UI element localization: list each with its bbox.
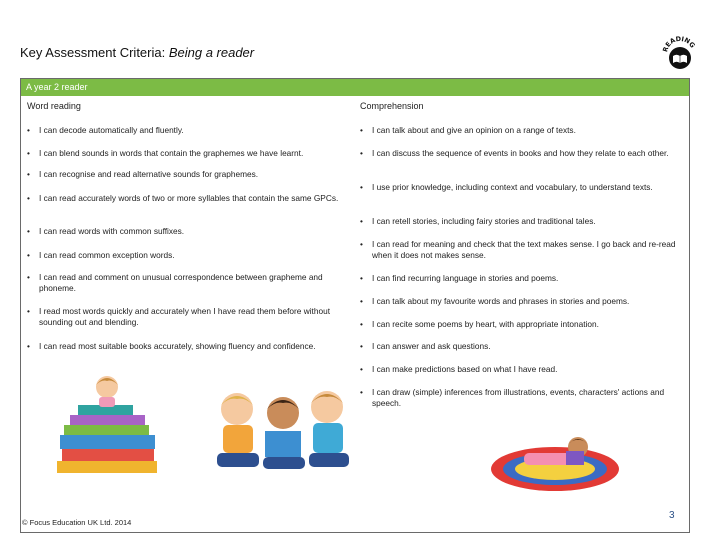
bullet: •: [27, 272, 30, 282]
bullet: •: [360, 125, 363, 135]
list-item: [360, 341, 685, 352]
item-text: I can talk about and give an opinion on a range of texts.: [372, 125, 576, 135]
copyright-footer: © Focus Education UK Ltd. 2014: [22, 518, 132, 527]
item-text: I can read and comment on unusual correspondence between grapheme and phoneme.: [39, 272, 323, 293]
item-text: I can read words with common suffixes.: [39, 226, 185, 236]
bullet: •: [360, 273, 363, 283]
item-text: I can read accurately words of two or more syllables that contain the same GPCs.: [39, 193, 339, 203]
title-emphasis: Being a reader: [168, 45, 255, 60]
list-item: [27, 226, 345, 237]
bullet: •: [27, 169, 30, 179]
list-item: [27, 169, 345, 180]
comprehension-heading: Comprehension: [360, 101, 424, 111]
list-item: [27, 125, 345, 136]
list-item: [360, 182, 685, 193]
title-prefix: Key Assessment Criteria:: [20, 45, 169, 60]
item-text: I use prior knowledge, including context and vocabulary, to understand texts.: [372, 182, 653, 192]
bullet: •: [27, 306, 30, 316]
bullet: •: [360, 319, 363, 329]
item-text: I can recognise and read alternative sounds for graphemes.: [39, 169, 259, 179]
list-item: [360, 296, 685, 307]
page-number: 3: [669, 510, 675, 521]
children-reading-illustration: [205, 385, 360, 477]
bullet: •: [27, 226, 30, 236]
logo-text: READING: [661, 34, 697, 53]
child-on-books-illustration: [52, 375, 162, 475]
bullet: •: [360, 341, 363, 351]
bullet: •: [360, 296, 363, 306]
list-item: [360, 387, 685, 408]
bullet: •: [27, 341, 30, 351]
bullet: •: [27, 125, 30, 135]
bullet: •: [27, 148, 30, 158]
list-item: [27, 341, 345, 352]
item-text: I can decode automatically and fluently.: [39, 125, 184, 135]
item-text: I can read common exception words.: [39, 250, 175, 260]
list-item: [360, 319, 685, 330]
list-item: [360, 216, 685, 227]
list-item: [27, 250, 345, 261]
item-text: I can answer and ask questions.: [372, 341, 491, 351]
bullet: •: [360, 364, 363, 374]
year-banner: A year 2 reader: [21, 79, 689, 96]
item-text: I can find recurring language in stories and poems.: [372, 273, 559, 283]
list-item: [360, 125, 685, 136]
list-item: [27, 148, 345, 159]
bullet: •: [360, 216, 363, 226]
bullet: •: [360, 182, 363, 192]
list-item: [360, 273, 685, 284]
item-text: I can recite some poems by heart, with appropriate intonation.: [372, 319, 599, 329]
bullet: •: [360, 239, 363, 249]
item-text: I can retell stories, including fairy stories and traditional tales.: [372, 216, 596, 226]
item-text: I can discuss the sequence of events in books and how they relate to each other.: [372, 148, 669, 158]
child-on-rug-illustration: [488, 435, 623, 495]
list-item: [360, 148, 685, 159]
page-title: [20, 45, 254, 60]
bullet: •: [360, 387, 363, 397]
bullet: •: [360, 148, 363, 158]
item-text: I can blend sounds in words that contain the graphemes we have learnt.: [39, 148, 304, 158]
item-text: I read most words quickly and accurately when I have read them before without sounding out and blending.: [39, 306, 331, 327]
list-item: [360, 239, 685, 260]
item-text: I can read most suitable books accurately, showing fluency and confidence.: [39, 341, 316, 351]
bullet: •: [27, 193, 30, 203]
reading-logo-icon: [660, 32, 700, 72]
item-text: I can draw (simple) inferences from illustrations, events, characters' actions and speech.: [372, 387, 665, 408]
list-item: [360, 364, 685, 375]
bullet: •: [27, 250, 30, 260]
list-item: [27, 272, 345, 293]
word-reading-heading: Word reading: [27, 101, 81, 111]
item-text: I can talk about my favourite words and phrases in stories and poems.: [372, 296, 630, 306]
list-item: [27, 306, 345, 327]
list-item: [27, 193, 345, 204]
item-text: I can read for meaning and check that the text makes sense. I go back and re-read when it does not makes sense.: [372, 239, 676, 260]
item-text: I can make predictions based on what I have read.: [372, 364, 558, 374]
